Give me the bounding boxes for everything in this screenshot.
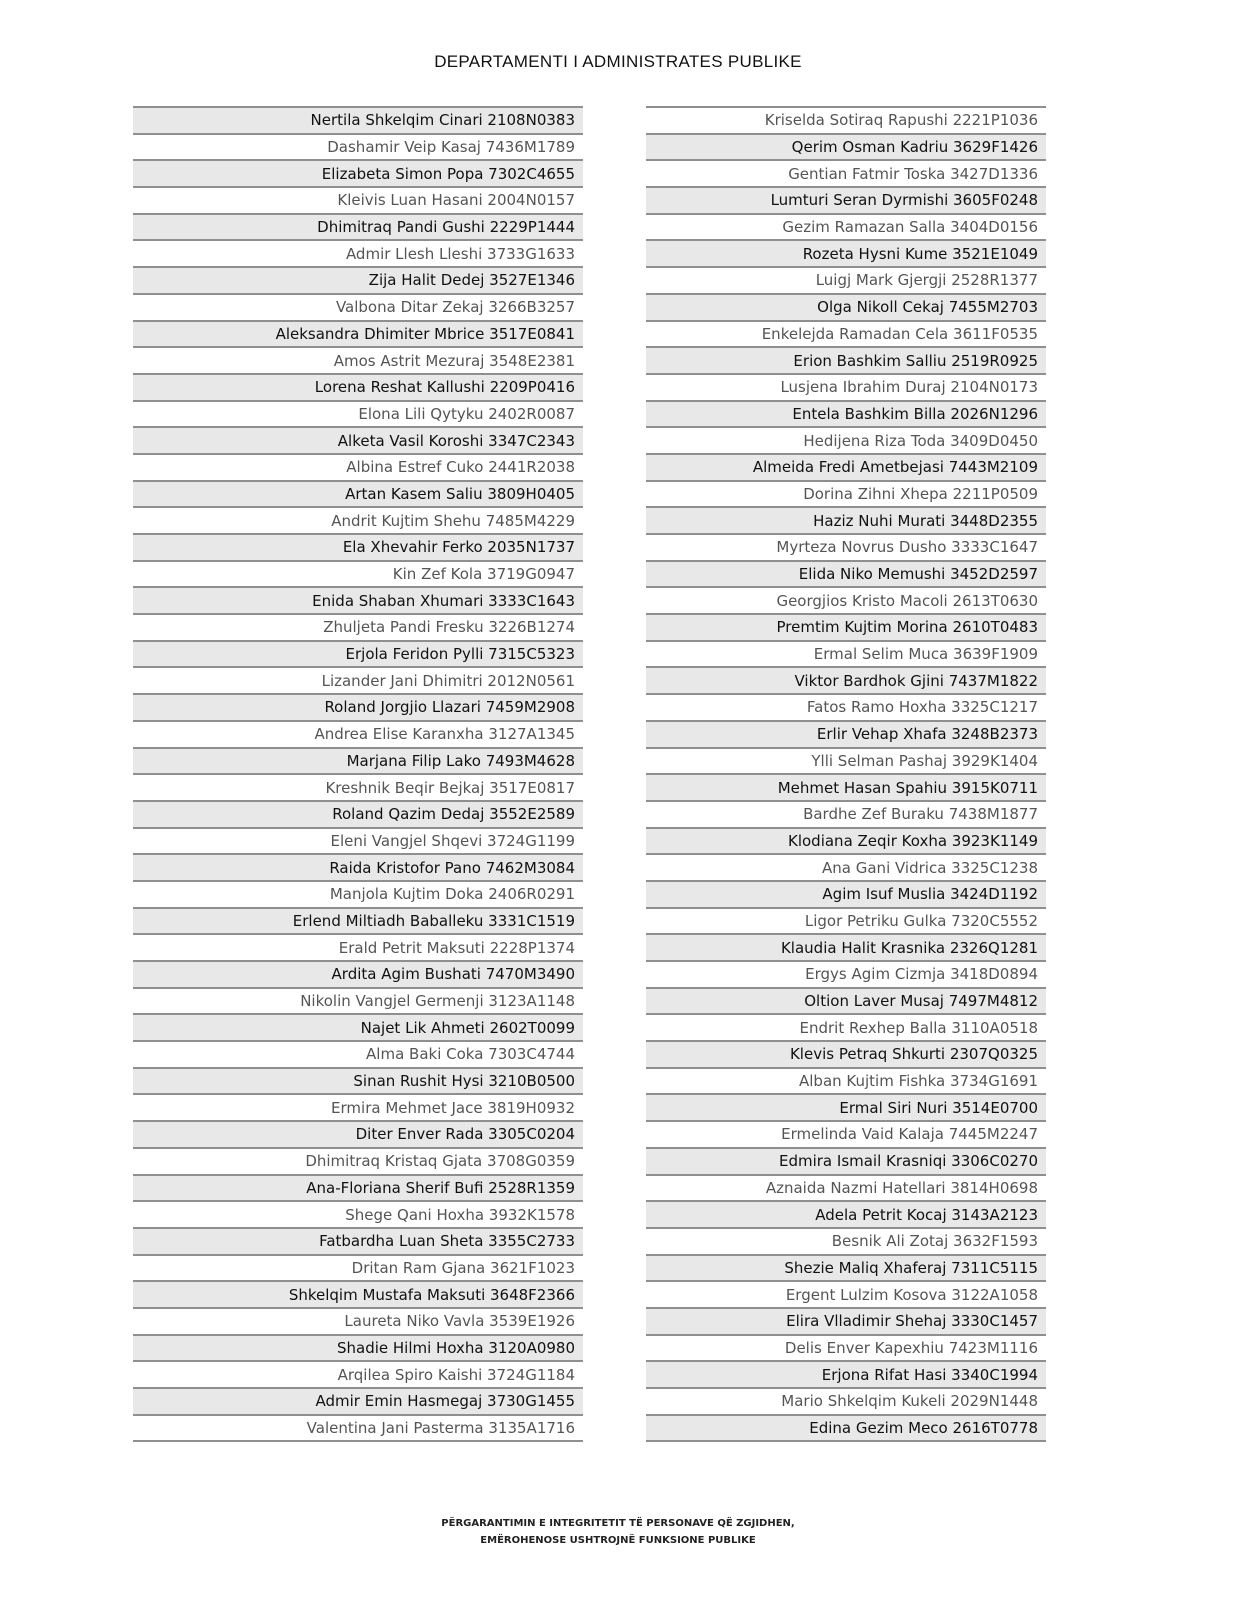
list-item: Erald Petrit Maksuti 2228P1374 — [133, 933, 583, 960]
list-item: Premtim Kujtim Morina 2610T0483 — [646, 613, 1046, 640]
list-item: Shezie Maliq Xhaferaj 7311C5115 — [646, 1254, 1046, 1281]
list-item: Raida Kristofor Pano 7462M3084 — [133, 853, 583, 880]
list-item: Oltion Laver Musaj 7497M4812 — [646, 987, 1046, 1014]
list-bottom-rule — [646, 1440, 1046, 1442]
list-item: Erjona Rifat Hasi 3340C1994 — [646, 1360, 1046, 1387]
list-item: Mario Shkelqim Kukeli 2029N1448 — [646, 1387, 1046, 1414]
list-item: Ermal Selim Muca 3639F1909 — [646, 640, 1046, 667]
list-item: Zhuljeta Pandi Fresku 3226B1274 — [133, 613, 583, 640]
list-item: Ylli Selman Pashaj 3929K1404 — [646, 747, 1046, 774]
list-item: Arqilea Spiro Kaishi 3724G1184 — [133, 1360, 583, 1387]
list-item: Alma Baki Coka 7303C4744 — [133, 1040, 583, 1067]
list-item: Myrteza Novrus Dusho 3333C1647 — [646, 533, 1046, 560]
footer-line-1: PËRGARANTIMIN E INTEGRITETIT TË PERSONAVE QË ZGJIDHEN, — [441, 1518, 795, 1529]
list-item: Enida Shaban Xhumari 3333C1643 — [133, 586, 583, 613]
list-item: Gentian Fatmir Toska 3427D1336 — [646, 159, 1046, 186]
list-item: Endrit Rexhep Balla 3110A0518 — [646, 1013, 1046, 1040]
list-item: Enkelejda Ramadan Cela 3611F0535 — [646, 320, 1046, 347]
list-item: Dashamir Veip Kasaj 7436M1789 — [133, 133, 583, 160]
list-item: Hedijena Riza Toda 3409D0450 — [646, 426, 1046, 453]
footer — [0, 1515, 1236, 1549]
list-item: Erlir Vehap Xhafa 3248B2373 — [646, 720, 1046, 747]
list-item: Ligor Petriku Gulka 7320C5552 — [646, 907, 1046, 934]
list-item: Haziz Nuhi Murati 3448D2355 — [646, 506, 1046, 533]
list-item: Viktor Bardhok Gjini 7437M1822 — [646, 666, 1046, 693]
list-item: Klaudia Halit Krasnika 2326Q1281 — [646, 933, 1046, 960]
list-item: Nertila Shkelqim Cinari 2108N0383 — [133, 106, 583, 133]
list-item: Elira Vlladimir Shehaj 3330C1457 — [646, 1307, 1046, 1334]
list-item: Rozeta Hysni Kume 3521E1049 — [646, 239, 1046, 266]
list-item: Zija Halit Dedej 3527E1346 — [133, 266, 583, 293]
list-item: Luigj Mark Gjergji 2528R1377 — [646, 266, 1046, 293]
list-item: Andrea Elise Karanxha 3127A1345 — [133, 720, 583, 747]
list-item: Lusjena Ibrahim Duraj 2104N0173 — [646, 373, 1046, 400]
list-item: Admir Emin Hasmegaj 3730G1455 — [133, 1387, 583, 1414]
list-item: Edmira Ismail Krasniqi 3306C0270 — [646, 1147, 1046, 1174]
list-item: Ergent Lulzim Kosova 3122A1058 — [646, 1280, 1046, 1307]
list-item: Olga Nikoll Cekaj 7455M2703 — [646, 293, 1046, 320]
list-item: Alban Kujtim Fishka 3734G1691 — [646, 1067, 1046, 1094]
list-item: Delis Enver Kapexhiu 7423M1116 — [646, 1334, 1046, 1361]
list-item: Valbona Ditar Zekaj 3266B3257 — [133, 293, 583, 320]
list-item: Laureta Niko Vavla 3539E1926 — [133, 1307, 583, 1334]
list-item: Elona Lili Qytyku 2402R0087 — [133, 400, 583, 427]
list-item: Artan Kasem Saliu 3809H0405 — [133, 480, 583, 507]
list-item: Klevis Petraq Shkurti 2307Q0325 — [646, 1040, 1046, 1067]
list-item: Marjana Filip Lako 7493M4628 — [133, 747, 583, 774]
list-item: Eleni Vangjel Shqevi 3724G1199 — [133, 827, 583, 854]
right-name-list — [646, 106, 1046, 1442]
list-item: Lizander Jani Dhimitri 2012N0561 — [133, 666, 583, 693]
list-item: Adela Petrit Kocaj 3143A2123 — [646, 1200, 1046, 1227]
list-item: Dhimitraq Pandi Gushi 2229P1444 — [133, 213, 583, 240]
list-item: Kreshnik Beqir Bejkaj 3517E0817 — [133, 773, 583, 800]
list-item: Erjola Feridon Pylli 7315C5323 — [133, 640, 583, 667]
list-item: Aznaida Nazmi Hatellari 3814H0698 — [646, 1174, 1046, 1201]
list-item: Roland Qazim Dedaj 3552E2589 — [133, 800, 583, 827]
list-item: Shege Qani Hoxha 3932K1578 — [133, 1200, 583, 1227]
list-item: Andrit Kujtim Shehu 7485M4229 — [133, 506, 583, 533]
list-item: Agim Isuf Muslia 3424D1192 — [646, 880, 1046, 907]
list-item: Ardita Agim Bushati 7470M3490 — [133, 960, 583, 987]
list-item: Sinan Rushit Hysi 3210B0500 — [133, 1067, 583, 1094]
list-item: Amos Astrit Mezuraj 3548E2381 — [133, 346, 583, 373]
list-item: Albina Estref Cuko 2441R2038 — [133, 453, 583, 480]
list-item: Najet Lik Ahmeti 2602T0099 — [133, 1013, 583, 1040]
list-item: Besnik Ali Zotaj 3632F1593 — [646, 1227, 1046, 1254]
list-item: Bardhe Zef Buraku 7438M1877 — [646, 800, 1046, 827]
list-item: Erion Bashkim Salliu 2519R0925 — [646, 346, 1046, 373]
list-item: Elida Niko Memushi 3452D2597 — [646, 560, 1046, 587]
list-item: Kleivis Luan Hasani 2004N0157 — [133, 186, 583, 213]
list-item: Ermelinda Vaid Kalaja 7445M2247 — [646, 1120, 1046, 1147]
list-item: Elizabeta Simon Popa 7302C4655 — [133, 159, 583, 186]
list-item: Roland Jorgjio Llazari 7459M2908 — [133, 693, 583, 720]
list-item: Nikolin Vangjel Germenji 3123A1148 — [133, 987, 583, 1014]
list-item: Admir Llesh Lleshi 3733G1633 — [133, 239, 583, 266]
list-item: Kriselda Sotiraq Rapushi 2221P1036 — [646, 106, 1046, 133]
footer-line-2: EMËROHENOSE USHTROJNË FUNKSIONE PUBLIKE — [480, 1535, 756, 1546]
list-item: Manjola Kujtim Doka 2406R0291 — [133, 880, 583, 907]
list-item: Lorena Reshat Kallushi 2209P0416 — [133, 373, 583, 400]
list-item: Ana Gani Vidrica 3325C1238 — [646, 853, 1046, 880]
list-item: Ergys Agim Cizmja 3418D0894 — [646, 960, 1046, 987]
list-item: Mehmet Hasan Spahiu 3915K0711 — [646, 773, 1046, 800]
left-name-list — [133, 106, 583, 1442]
list-bottom-rule — [133, 1440, 583, 1442]
list-item: Entela Bashkim Billa 2026N1296 — [646, 400, 1046, 427]
list-item: Ermira Mehmet Jace 3819H0932 — [133, 1093, 583, 1120]
list-item: Dhimitraq Kristaq Gjata 3708G0359 — [133, 1147, 583, 1174]
list-item: Shkelqim Mustafa Maksuti 3648F2366 — [133, 1280, 583, 1307]
list-item: Diter Enver Rada 3305C0204 — [133, 1120, 583, 1147]
list-item: Edina Gezim Meco 2616T0778 — [646, 1414, 1046, 1441]
page-title: DEPARTAMENTI I ADMINISTRATES PUBLIKE — [434, 52, 802, 71]
list-item: Lumturi Seran Dyrmishi 3605F0248 — [646, 186, 1046, 213]
list-item: Ela Xhevahir Ferko 2035N1737 — [133, 533, 583, 560]
list-item: Georgjios Kristo Macoli 2613T0630 — [646, 586, 1046, 613]
list-item: Klodiana Zeqir Koxha 3923K1149 — [646, 827, 1046, 854]
list-item: Ana-Floriana Sherif Bufi 2528R1359 — [133, 1174, 583, 1201]
list-item: Qerim Osman Kadriu 3629F1426 — [646, 133, 1046, 160]
list-item: Gezim Ramazan Salla 3404D0156 — [646, 213, 1046, 240]
list-item: Ermal Siri Nuri 3514E0700 — [646, 1093, 1046, 1120]
list-item: Kin Zef Kola 3719G0947 — [133, 560, 583, 587]
list-item: Fatbardha Luan Sheta 3355C2733 — [133, 1227, 583, 1254]
list-item: Dritan Ram Gjana 3621F1023 — [133, 1254, 583, 1281]
list-item: Valentina Jani Pasterma 3135A1716 — [133, 1414, 583, 1441]
list-item: Alketa Vasil Koroshi 3347C2343 — [133, 426, 583, 453]
list-item: Almeida Fredi Ametbejasi 7443M2109 — [646, 453, 1046, 480]
list-item: Fatos Ramo Hoxha 3325C1217 — [646, 693, 1046, 720]
list-item: Erlend Miltiadh Baballeku 3331C1519 — [133, 907, 583, 934]
list-item: Dorina Zihni Xhepa 2211P0509 — [646, 480, 1046, 507]
list-item: Aleksandra Dhimiter Mbrice 3517E0841 — [133, 320, 583, 347]
list-item: Shadie Hilmi Hoxha 3120A0980 — [133, 1334, 583, 1361]
